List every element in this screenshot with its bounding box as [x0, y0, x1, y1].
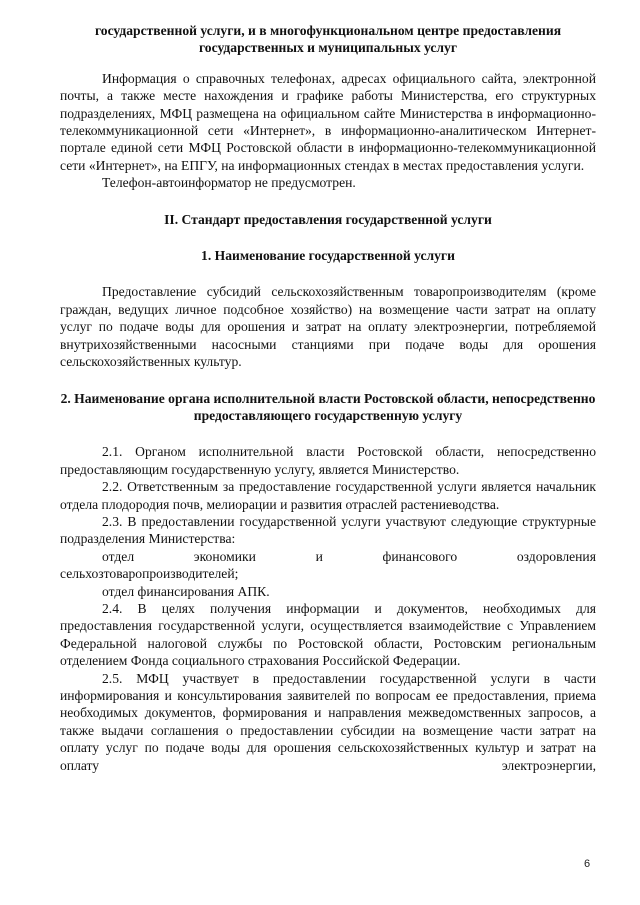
paragraph-2-1: 2.1. Органом исполнительной власти Ростовской области, непосредственно предоставляющим государственную услугу, является Министерство.	[60, 444, 596, 477]
department-1-word: финансового	[382, 548, 458, 564]
department-1-word: экономики	[193, 548, 256, 564]
section-heading: II. Стандарт предоставления государственной услуги	[164, 211, 492, 227]
service-name-paragraph: Предоставление субсидий сельскохозяйственным товаропроизводителям (кроме граждан, ведущих личное подсобное хозяйство) на возмещение части затрат на оплату услуг по подаче воды для орошения и затрат на оплату электроэнергии, потребляемой внутрихозяйственными насосными станциями при подаче воды для орошения сельскохозяйственных культур.	[60, 284, 596, 370]
phone-paragraph: Телефон-автоинформатор не предусмотрен.	[102, 175, 356, 191]
paragraph-2-5: 2.5. МФЦ участвует в предоставлении государственной услуги в части информирования и консультирования заявителей по вопросам ее предоставления, приема необходимых документов, формирования и направления межведомственных запросов, а также выдачи соглашения о предоставлении субсидии на возмещение части затрат на оплату услуг по подаче воды для орошения сельскохозяйственных культур и затрат на оплату электроэнергии,	[60, 670, 596, 773]
subsection-2-heading: 2. Наименование органа исполнительной власти Ростовской области, непосредственно предоставляющего государственную услугу	[60, 390, 596, 423]
paragraph-2-4: 2.4. В целях получения информации и документов, необходимых для предоставления государственной услуги, осуществляется взаимодействие с Управлением Федеральной налоговой службы по Ростовской области, Ростовским региональным отделением Фонда социального страхования Российской Федерации.	[60, 600, 596, 669]
paragraph-2-2: 2.2. Ответственным за предоставление государственной услуги является начальник отдела плодородия почв, мелиорации и развития отраслей растениеводства.	[60, 479, 596, 512]
department-1-line	[60, 548, 596, 565]
page-number: 6	[584, 858, 591, 870]
paragraph-2-3: 2.3. В предоставлении государственной услуги участвуют следующие структурные подразделения Министерства:	[60, 513, 596, 547]
top-heading: государственной услуги, и в многофункциональном центре предоставления государственных и муниципальных услуг	[94, 23, 562, 56]
page-content	[60, 22, 596, 774]
department-1-word: отдел	[102, 548, 135, 564]
department-2: отдел финансирования АПК.	[102, 583, 270, 599]
info-paragraph: Информация о справочных телефонах, адресах официального сайта, электронной почты, а также месте нахождения и графике работы Министерства, его структурных подразделениях, МФЦ размещена на официальном сайте Министерства в информационно-телекоммуникационной сети «Интернет», в информационно-аналитическом Интернет-портале единой сети МФЦ Ростовской области в информационно-телекоммуникационной сети «Интернет», на ЕПГУ, на информационных стендах в местах предоставления услуги.	[60, 70, 596, 173]
department-1-tail: сельхозтоваропроизводителей;	[60, 566, 239, 582]
subsection-1-heading: 1. Наименование государственной услуги	[201, 248, 455, 264]
department-1-word: и	[315, 548, 323, 564]
department-1-word: оздоровления	[516, 548, 596, 564]
